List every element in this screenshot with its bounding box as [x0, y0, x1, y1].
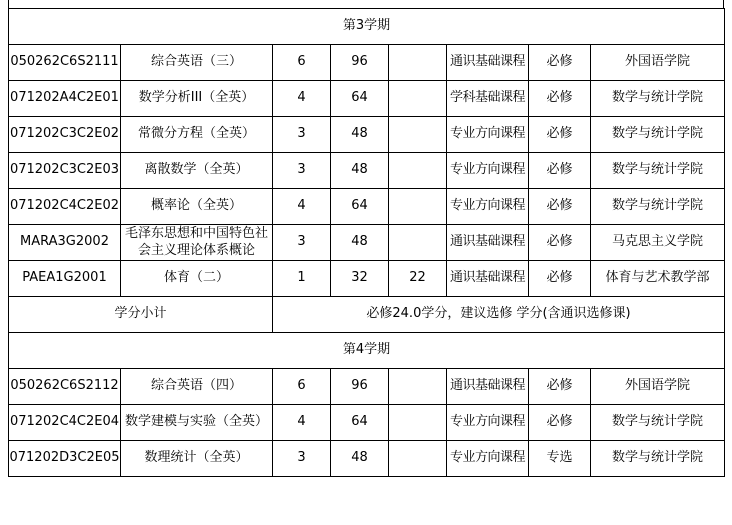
course-type: 必修: [529, 45, 591, 81]
course-type: 必修: [529, 153, 591, 189]
course-lab-hours: [389, 405, 447, 441]
course-credit: 4: [273, 405, 331, 441]
course-hours: 48: [331, 441, 389, 477]
course-dept: 数学与统计学院: [591, 441, 725, 477]
table-row: [9, 441, 725, 477]
course-code: 071202C4C2E02: [9, 189, 121, 225]
course-name: 离散数学（全英）: [121, 153, 273, 189]
course-lab-hours: [389, 225, 447, 261]
course-dept: 数学与统计学院: [591, 405, 725, 441]
course-lab-hours: [389, 45, 447, 81]
course-name: 数理统计（全英）: [121, 441, 273, 477]
course-type: 必修: [529, 369, 591, 405]
subtotal-label: 学分小计: [9, 297, 273, 333]
course-hours: 96: [331, 369, 389, 405]
course-type: 必修: [529, 189, 591, 225]
course-name: 体育（二）: [121, 261, 273, 297]
course-credit: 1: [273, 261, 331, 297]
table-top-edge: [8, 0, 724, 8]
course-code: 071202A4C2E01: [9, 81, 121, 117]
course-name: 概率论（全英）: [121, 189, 273, 225]
course-credit: 3: [273, 117, 331, 153]
course-type: 必修: [529, 225, 591, 261]
course-type: 必修: [529, 261, 591, 297]
course-type: 必修: [529, 81, 591, 117]
course-category: 通识基础课程: [447, 369, 529, 405]
course-credit: 3: [273, 225, 331, 261]
course-name: 综合英语（四）: [121, 369, 273, 405]
subtotal-value: 必修24.0学分，建议选修 学分(含通识选修课): [273, 297, 725, 333]
table-row: [9, 405, 725, 441]
course-category: 通识基础课程: [447, 261, 529, 297]
course-category: 学科基础课程: [447, 81, 529, 117]
table-row: [9, 81, 725, 117]
term-header-row: [9, 9, 725, 45]
table-row: [9, 225, 725, 261]
curriculum-table: [8, 8, 725, 477]
course-credit: 4: [273, 81, 331, 117]
table-row: [9, 369, 725, 405]
course-code: PAEA1G2001: [9, 261, 121, 297]
course-type: 必修: [529, 405, 591, 441]
course-credit: 3: [273, 441, 331, 477]
course-hours: 48: [331, 153, 389, 189]
course-dept: 外国语学院: [591, 369, 725, 405]
course-code: MARA3G2002: [9, 225, 121, 261]
course-dept: 马克思主义学院: [591, 225, 725, 261]
table-row: [9, 117, 725, 153]
course-credit: 4: [273, 189, 331, 225]
course-dept: 数学与统计学院: [591, 117, 725, 153]
course-category: 专业方向课程: [447, 153, 529, 189]
course-category: 通识基础课程: [447, 225, 529, 261]
course-lab-hours: [389, 117, 447, 153]
course-category: 专业方向课程: [447, 117, 529, 153]
course-type: 必修: [529, 117, 591, 153]
course-code: 071202C3C2E03: [9, 153, 121, 189]
term-label: 第3学期: [9, 9, 725, 45]
course-name: 综合英语（三）: [121, 45, 273, 81]
course-hours: 48: [331, 225, 389, 261]
course-code: 071202D3C2E05: [9, 441, 121, 477]
course-lab-hours: 22: [389, 261, 447, 297]
course-credit: 6: [273, 369, 331, 405]
term-label: 第4学期: [9, 333, 725, 369]
course-category: 专业方向课程: [447, 189, 529, 225]
course-lab-hours: [389, 153, 447, 189]
table-row: [9, 153, 725, 189]
course-hours: 64: [331, 189, 389, 225]
table-row: [9, 189, 725, 225]
course-code: 050262C6S2111: [9, 45, 121, 81]
course-dept: 数学与统计学院: [591, 81, 725, 117]
course-code: 071202C4C2E04: [9, 405, 121, 441]
course-lab-hours: [389, 81, 447, 117]
term-header-row: [9, 333, 725, 369]
course-name: 数学分析III（全英）: [121, 81, 273, 117]
table-row: [9, 261, 725, 297]
course-category: 通识基础课程: [447, 45, 529, 81]
course-name: 常微分方程（全英）: [121, 117, 273, 153]
course-dept: 体育与艺术教学部: [591, 261, 725, 297]
course-category: 专业方向课程: [447, 441, 529, 477]
course-lab-hours: [389, 369, 447, 405]
course-hours: 48: [331, 117, 389, 153]
course-dept: 数学与统计学院: [591, 189, 725, 225]
course-type: 专选: [529, 441, 591, 477]
course-name: 毛泽东思想和中国特色社会主义理论体系概论: [121, 225, 273, 261]
course-credit: 3: [273, 153, 331, 189]
course-lab-hours: [389, 441, 447, 477]
course-code: 071202C3C2E02: [9, 117, 121, 153]
table-row: [9, 45, 725, 81]
course-dept: 外国语学院: [591, 45, 725, 81]
course-dept: 数学与统计学院: [591, 153, 725, 189]
course-hours: 64: [331, 81, 389, 117]
course-hours: 64: [331, 405, 389, 441]
course-category: 专业方向课程: [447, 405, 529, 441]
course-lab-hours: [389, 189, 447, 225]
course-hours: 96: [331, 45, 389, 81]
course-name: 数学建模与实验（全英）: [121, 405, 273, 441]
course-credit: 6: [273, 45, 331, 81]
course-code: 050262C6S2112: [9, 369, 121, 405]
course-hours: 32: [331, 261, 389, 297]
subtotal-row: [9, 297, 725, 333]
